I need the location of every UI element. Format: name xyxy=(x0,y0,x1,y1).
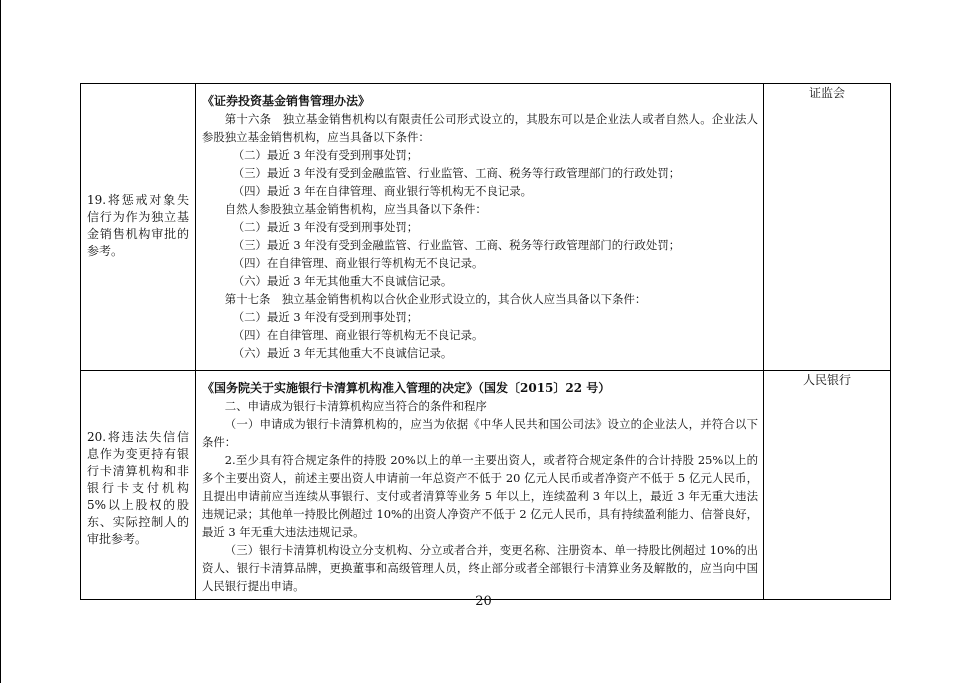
table-row xyxy=(81,84,891,371)
regulation-title: 《证券投资基金销售管理办法》 xyxy=(202,94,371,108)
condition-item: （二）最近 3 年没有受到刑事处罚； xyxy=(232,220,419,234)
condition-item: （六）最近 3 年无其他重大不良诚信记录。 xyxy=(232,346,453,360)
paragraph: 2.至少具有符合规定条件的持股 20%以上的单一主要出资人，或者符合规定条件的合计持股 25%以上的多个主要出资人，前述主要出资人申请前一年总资产不低于 20 亿元人民币或者净资产不低于 5 亿元人民币，且提出申请前应当连续从事银行、支付或者清算等业务 5 年以上，连续盈利 3 年以上，最近 3 年无重大违法违规记录；其他单一持股比例超过 10%的出资人净资产不低于 2 亿元人民币，具有持续盈利能力、信誉良好，最近 3 年无重大违法违规记录。 xyxy=(202,453,759,539)
condition-item: （四）在自律管理、商业银行等机构无不良记录。 xyxy=(232,328,484,342)
row-content-cell xyxy=(196,371,764,600)
paragraph: 自然人参股独立基金销售机构，应当具备以下条件： xyxy=(224,202,487,216)
row-label: 19.将惩戒对象失信行为作为独立基金销售机构审批的参考。 xyxy=(87,193,189,258)
paragraph: （一）申请成为银行卡清算机构的，应当为依据《中华人民共和国公司法》设立的企业法人，并符合以下条件： xyxy=(202,417,758,449)
row-label-cell xyxy=(81,84,196,371)
condition-item: （四）在自律管理、商业银行等机构无不良记录。 xyxy=(232,256,484,270)
paragraph: 第十七条 独立基金销售机构以合伙企业形式设立的，其合伙人应当具备以下条件： xyxy=(224,292,647,306)
table-row xyxy=(81,371,891,600)
paragraph: 第十六条 独立基金销售机构以有限责任公司形式设立的，其股东可以是企业法人或者自然人。企业法人参股独立基金销售机构，应当具备以下条件： xyxy=(202,112,758,144)
authority-cell xyxy=(764,371,891,600)
condition-item: （三）最近 3 年没有受到金融监管、行业监管、工商、税务等行政管理部门的行政处罚； xyxy=(232,166,681,180)
condition-item: （二）最近 3 年没有受到刑事处罚； xyxy=(232,148,419,162)
regulation-title: 《国务院关于实施银行卡清算机构准入管理的决定》（国发〔2015〕22 号） xyxy=(202,381,611,395)
condition-item: （六）最近 3 年无其他重大不良诚信记录。 xyxy=(232,274,453,288)
condition-item: （二）最近 3 年没有受到刑事处罚； xyxy=(232,310,419,324)
policy-table xyxy=(80,83,891,600)
row-content xyxy=(196,84,763,366)
authority-cell xyxy=(764,84,891,371)
row-content xyxy=(196,371,763,599)
row-label: 20.将违法失信信息作为变更持有银行卡清算机构和非银行卡支付机构 5%以上股权的股东、实际控制人的审批参考。 xyxy=(87,430,189,546)
condition-item: （四）最近 3 年在自律管理、商业银行等机构无不良记录。 xyxy=(232,184,533,198)
authority-name: 人民银行 xyxy=(802,373,851,387)
paragraph: （三）银行卡清算机构设立分支机构、分立或者合并，变更名称、注册资本、单一持股比例超过 10%的出资人、银行卡清算品牌，更换董事和高级管理人员，终止部分或者全部银行卡清算业务及解散的，应当向中国人民银行提出申请。 xyxy=(202,543,758,593)
paragraph: 二、申请成为银行卡清算机构应当符合的条件和程序 xyxy=(224,399,487,413)
row-label-cell xyxy=(81,371,196,600)
page-number: 20 xyxy=(475,594,492,609)
page-edge-line xyxy=(0,0,1,683)
row-content-cell xyxy=(196,84,764,371)
condition-item: （三）最近 3 年没有受到金融监管、行业监管、工商、税务等行政管理部门的行政处罚； xyxy=(232,238,681,252)
authority-name: 证监会 xyxy=(808,86,845,100)
